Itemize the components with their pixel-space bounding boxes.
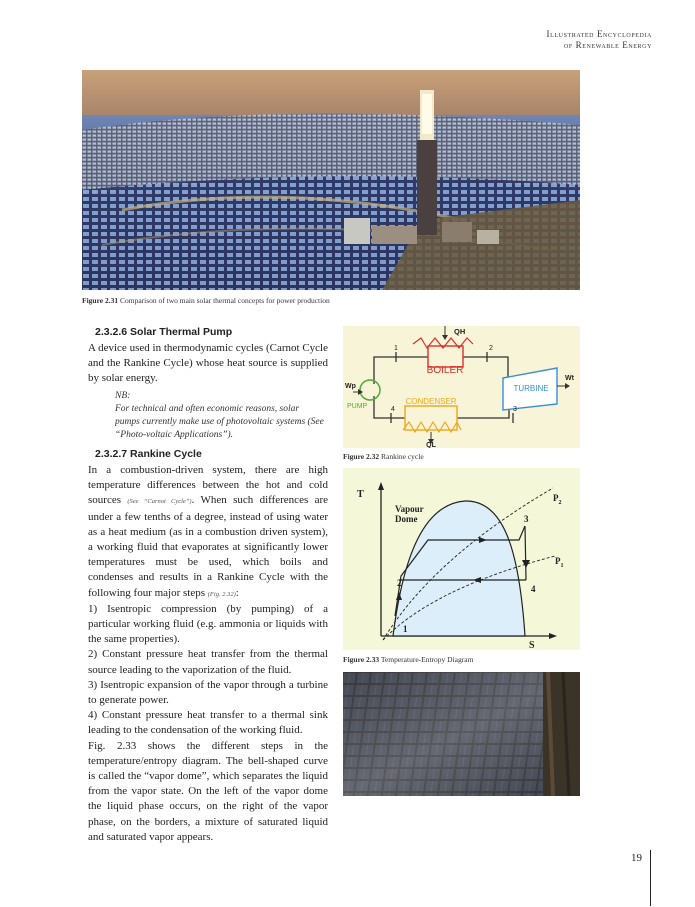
- condenser-label: CONDENSER: [405, 397, 457, 406]
- page-number-rule: [650, 850, 651, 906]
- figure-2-32-caption: [343, 452, 424, 461]
- rankine-p1-c: :: [235, 586, 239, 599]
- solar-pump-body: A device used in thermodynamic cycles (Carnot Cycle and the Rankine Cycle) whose heat source is supplied by solar energy.: [88, 342, 328, 385]
- rankine-step-1: 1) Isentropic compression (by pumping) of a particular working fluid (e.g. ammonia or liquids with the same properties).: [88, 602, 328, 646]
- note-body: For technical and often economic reasons, solar pumps currently make use of photovoltaic systems (See “Photo-voltaic Applications”).: [115, 404, 324, 440]
- state-point-4: 4: [531, 584, 536, 594]
- running-header: [547, 29, 652, 51]
- ql-label: QL: [426, 442, 436, 448]
- wt-label: Wt: [565, 375, 574, 382]
- vapour-dome-label-line2: Dome: [395, 514, 418, 524]
- boiler-label: BOILER: [426, 365, 464, 376]
- isobar-p1-letter: P: [555, 556, 561, 566]
- rankine-p1-b: . When such differences are under a few tenths of a degree, instead of using water as a heat medium (as in a combustion driven system), a working fluid that evaporates at significantly lower temperatures must be used, which boils and condenses and results in a Rankine Cycle with the following four major steps: [88, 494, 328, 599]
- pv-panel-photo: [343, 672, 580, 796]
- state-point-2: 2: [397, 578, 402, 588]
- rankine-step-2: 2) Constant pressure heat transfer from the thermal source leading to the vaporization of the fluid.: [88, 648, 328, 676]
- rankine-cycle-diagram: [343, 326, 580, 448]
- figure-2-31-label: Figure 2.31: [82, 296, 119, 305]
- section-heading-rankine-cycle: 2.3.2.7 Rankine Cycle: [95, 448, 202, 460]
- isobar-p1-subscript: 1: [560, 563, 564, 569]
- isobar-p2-letter: P: [553, 493, 559, 503]
- page-number: 19: [631, 852, 642, 864]
- rankine-paragraph-2: Fig. 2.33 shows the different steps in the temperature/entropy diagram. The bell-shaped curve is called the “vapor dome”, which separates the liquid from the vapor state. On the left of the vapor dome the liquid phase occurs, on the right of the vapor phase, on the borders, a mixture of saturated liquid and saturated vapor appears.: [88, 739, 328, 843]
- rankine-body: [88, 463, 328, 845]
- figure-2-33-label: Figure 2.33: [343, 655, 380, 664]
- section-heading-solar-thermal-pump: 2.3.2.6 Solar Thermal Pump: [95, 326, 233, 338]
- header-line-1: Illustrated Encyclopedia: [546, 29, 652, 39]
- figure-2-31-caption: [82, 296, 330, 305]
- state-label-1: 1: [394, 345, 398, 352]
- qh-label: QH: [454, 327, 466, 336]
- figure-2-33-caption: [343, 655, 473, 664]
- pump-label: PUMP: [347, 403, 368, 410]
- solar-pump-note: [115, 390, 325, 442]
- turbine-label: TURBINE: [513, 384, 549, 393]
- t-axis-label: T: [357, 489, 364, 500]
- wp-label: Wp: [345, 383, 356, 390]
- rankine-step-3: 3) Isentropic expansion of the vapor through a turbine to generate power.: [88, 678, 328, 707]
- figure-2-32-label: Figure 2.32: [343, 452, 380, 461]
- header-line-2: of Renewable Energy: [563, 40, 652, 50]
- temperature-entropy-diagram: [343, 468, 580, 650]
- solar-tower-photo: [82, 70, 580, 290]
- rankine-p1-a: In a combustion-driven system, there are high temperature differences between the hot and cold sources: [88, 464, 328, 507]
- figure-2-31-text: Comparison of two main solar thermal concepts for power production: [119, 296, 330, 305]
- figure-reference: (Fig. 2.32): [207, 590, 236, 598]
- rankine-cycle-svg: [343, 326, 580, 448]
- rankine-step-4: 4) Constant pressure heat transfer to a thermal sink leading to the condensation of the working fluid.: [88, 709, 328, 737]
- vapour-dome-label-line1: Vapour: [395, 504, 424, 514]
- state-label-4: 4: [391, 406, 395, 413]
- state-label-3: 3: [513, 406, 517, 413]
- note-label: NB:: [115, 391, 131, 401]
- isobar-p2-subscript: 2: [558, 500, 562, 506]
- pv-panel-photo-image: [343, 672, 580, 796]
- solar-tower-photo-image: [82, 70, 580, 290]
- state-point-3: 3: [524, 514, 529, 524]
- carnot-cycle-reference: (See “Carnot Cycle”): [127, 498, 192, 506]
- rankine-paragraph-1: [88, 463, 328, 602]
- figure-2-32-text: Rankine cycle: [380, 452, 424, 461]
- temperature-entropy-svg: [343, 468, 580, 650]
- state-point-1: 1: [403, 624, 408, 634]
- figure-2-33-text: Temperature-Entropy Diagram: [380, 655, 474, 664]
- s-axis-label: S: [529, 640, 535, 650]
- state-label-2: 2: [489, 345, 493, 352]
